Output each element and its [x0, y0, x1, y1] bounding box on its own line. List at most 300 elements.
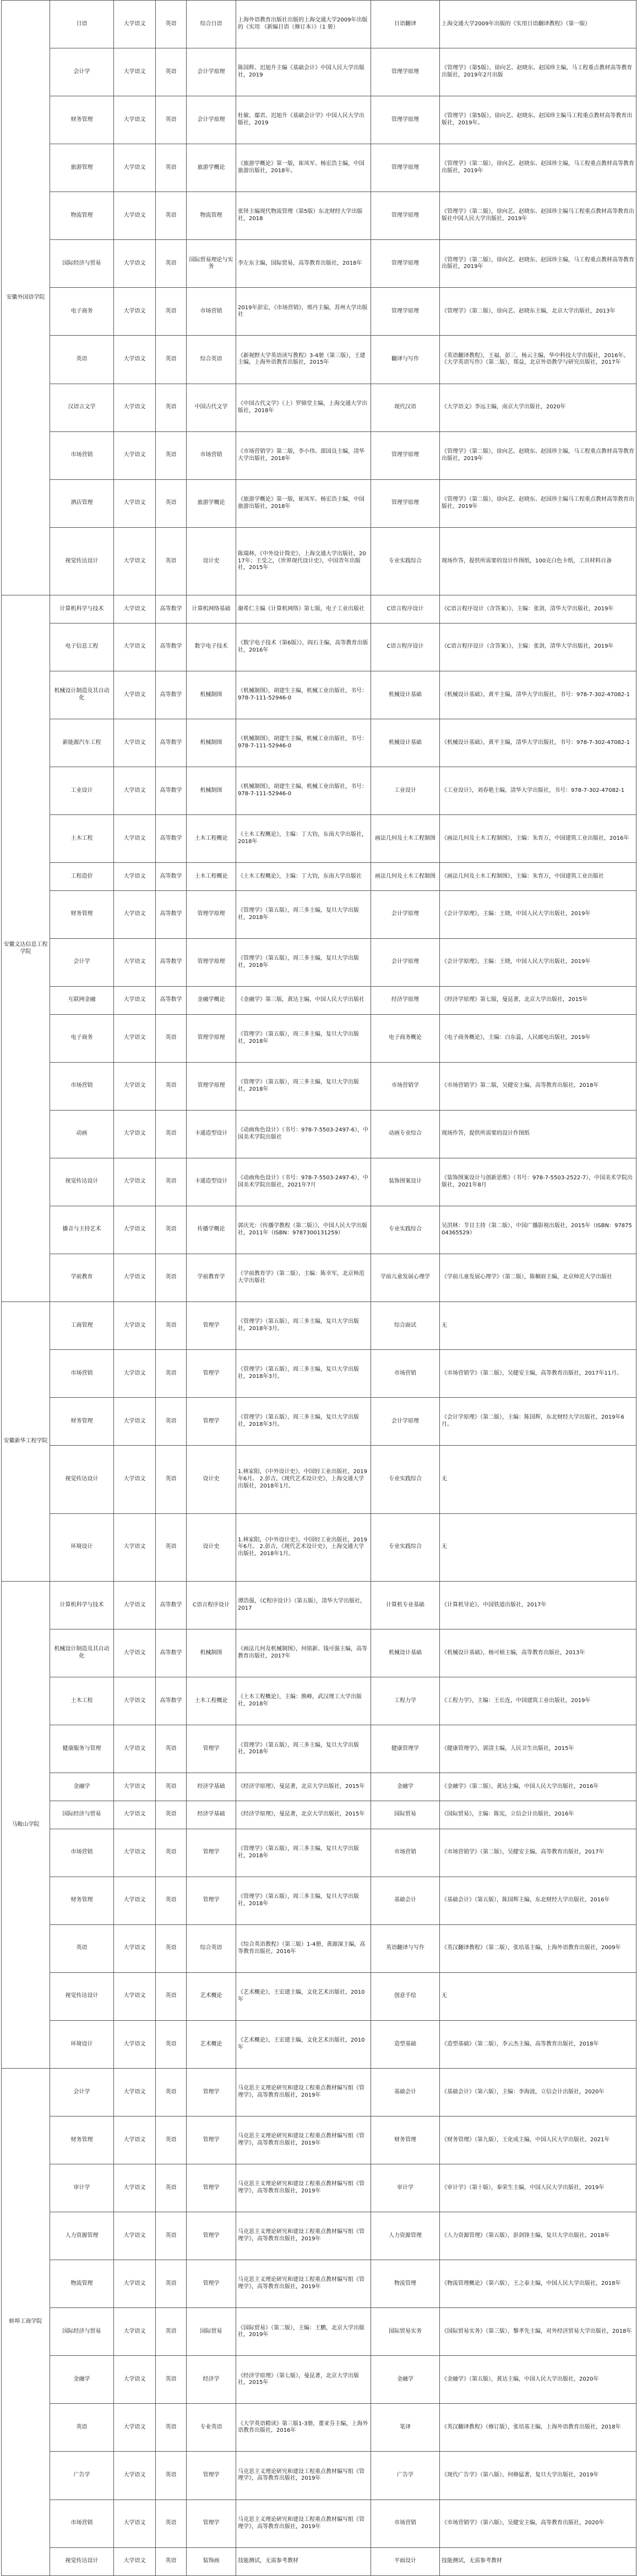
professional-exam-cell: 计算机专业基础 [371, 1582, 440, 1629]
professional-exam-cell: 翻译与写作 [371, 336, 440, 384]
reference-book-cell: 《艺术概论》，王宏建主编，文化艺术出版社，2010年 [236, 1972, 371, 2020]
reference-book-2-cell: 《管理学》（第二版），徐向艺、赵晓东、赵国珍主编，马工程重点教材高等教育出版社，2019年 [440, 144, 636, 192]
reference-book-cell: 杜敏、鄢君、迟旭升《基础会计学》中国人民大学出版社，2019 [236, 96, 371, 144]
table-row [2, 1829, 636, 1877]
exam-subject-2-cell: 英语 [156, 1877, 187, 1924]
professional-subject-cell: 国际贸易 [187, 2308, 236, 2356]
reference-book-2-cell: 《工程力学》，主编：王长连，中国建筑工业出版社，2019年 [440, 1677, 636, 1725]
professional-subject-cell: 管理学 [187, 1398, 236, 1446]
reference-book-2-cell: 吴洪林：节目主持（第二版），中国广播影视出版社，2015年（ISBN：9787504365529） [440, 1206, 636, 1254]
table-row [2, 1158, 636, 1206]
reference-book-cell: 《管理学》（第五版），周三多主编，复旦大学出版社，2018年 [236, 938, 371, 986]
professional-exam-cell: 管理学原理 [371, 240, 440, 288]
professional-exam-cell: 财务管理 [371, 2116, 440, 2164]
major-cell: 学前教育 [50, 1254, 114, 1301]
table-row [2, 2500, 636, 2547]
college-name-cell: 马鞍山学院 [2, 1582, 50, 2069]
professional-exam-cell: 机械设计基础 [371, 719, 440, 767]
exam-subject-1-cell: 大学语文 [114, 671, 156, 719]
reference-book-cell: 谭浩强，《C程序设计》（第五版），清华大学出版社，2017 [236, 1582, 371, 1629]
professional-exam-cell: 国际贸易 [371, 1801, 440, 1829]
major-cell: 金融学 [50, 1773, 114, 1801]
exam-subject-2-cell: 英语 [156, 479, 187, 527]
reference-book-2-cell: 《市场营销学》（第六版），吴健安主编，高等教育出版社，2020年 [440, 2500, 636, 2547]
exam-subject-2-cell: 英语 [156, 527, 187, 595]
reference-book-cell: 张铎主编现代物流管理（第5版）东北财经大学出版社，2018 [236, 192, 371, 240]
exam-subject-1-cell: 大学语文 [114, 1446, 156, 1514]
reference-book-cell: 《管理学》（第五版），周三多主编，复旦大学出版社，2018年 [236, 1014, 371, 1062]
exam-subject-1-cell: 大学语文 [114, 986, 156, 1014]
exam-subject-2-cell: 英语 [156, 1513, 187, 1582]
major-cell: 新能源汽车工程 [50, 719, 114, 767]
reference-book-2-cell: 《英汉翻译教程》（修订版），张培基主编，上海外语教育出版社，2018年 [440, 2404, 636, 2452]
professional-exam-cell: 国际贸易实务 [371, 2308, 440, 2356]
professional-exam-cell: 综合面试 [371, 1301, 440, 1349]
exam-subject-1-cell: 大学语文 [114, 1629, 156, 1677]
exam-subject-table [1, 0, 636, 2576]
exam-subject-1-cell: 大学语文 [114, 1677, 156, 1725]
major-cell: 财务管理 [50, 1398, 114, 1446]
table-row [2, 2020, 636, 2068]
reference-book-cell: 《学前教育学》（第二版），主编：陈幸军，北京师范大学出版社 [236, 1254, 371, 1301]
major-cell: 国际经济与贸易 [50, 1801, 114, 1829]
reference-book-cell: 《土木工程概论》，主编：熊峰，武汉理工大学出版社，2018年 [236, 1677, 371, 1725]
exam-subject-2-cell: 英语 [156, 1110, 187, 1158]
exam-subject-1-cell: 大学语文 [114, 719, 156, 767]
reference-book-cell: 李左东主编，国际贸易，高等教育出版社，2018年 [236, 240, 371, 288]
professional-subject-cell: 装饰画 [187, 2547, 236, 2575]
major-cell: 国际经济与贸易 [50, 2308, 114, 2356]
table-row [2, 527, 636, 595]
table-row [2, 1014, 636, 1062]
exam-subject-1-cell: 大学语文 [114, 1014, 156, 1062]
reference-book-2-cell: 《人力资源管理》（第五版），彭剑锋主编，复旦大学出版社，2018年 [440, 2212, 636, 2260]
table-row [2, 240, 636, 288]
reference-book-cell: 《管理学》（第五版），周三多主编，复旦大学出版社，2018年 [236, 1829, 371, 1877]
table-row [2, 1206, 636, 1254]
professional-exam-cell: 专业实践综合 [371, 527, 440, 595]
professional-subject-cell: 管理学 [187, 1725, 236, 1773]
major-cell: 酒店管理 [50, 479, 114, 527]
reference-book-2-cell: 无 [440, 1446, 636, 1514]
professional-subject-cell: 数字电子技术 [187, 623, 236, 671]
professional-subject-cell: 市场营销 [187, 431, 236, 479]
table-row [2, 1446, 636, 1514]
professional-exam-cell: 经济学原理 [371, 986, 440, 1014]
exam-subject-2-cell: 英语 [156, 1301, 187, 1349]
reference-book-cell: 《国际贸易》（第二版），主编：王鹏，北京大学出版社，2019年 [236, 2308, 371, 2356]
professional-exam-cell: 专业实践综合 [371, 1446, 440, 1514]
exam-subject-1-cell: 大学语文 [114, 2308, 156, 2356]
reference-book-2-cell: 《国际贸易》，主编：陈宪，立信会计出版社，2016年 [440, 1801, 636, 1829]
professional-subject-cell: 卡通造型设计 [187, 1158, 236, 1206]
exam-subject-2-cell: 英语 [156, 1398, 187, 1446]
professional-exam-cell: 笔译 [371, 2404, 440, 2452]
table-row [2, 1924, 636, 1972]
professional-exam-cell: 工业设计 [371, 767, 440, 815]
table-row [2, 1398, 636, 1446]
professional-exam-cell: 机械设计基础 [371, 1629, 440, 1677]
exam-subject-1-cell: 大学语文 [114, 1924, 156, 1972]
exam-subject-1-cell: 大学语文 [114, 623, 156, 671]
table-row [2, 1972, 636, 2020]
reference-book-cell: 《管理学》（第五版），周三多主编，复旦大学出版社，2018年3月。 [236, 1398, 371, 1446]
professional-exam-cell: 金融学 [371, 2356, 440, 2404]
professional-subject-cell: 综合日语 [187, 1, 236, 48]
professional-exam-cell: 市场营销学 [371, 1062, 440, 1110]
exam-subject-1-cell: 大学语文 [114, 1398, 156, 1446]
professional-subject-cell: 管理学 [187, 2452, 236, 2500]
exam-subject-1-cell: 大学语文 [114, 1, 156, 48]
reference-book-2-cell: 《基础会计》（第五版），陈国辉主编，东北财经大学出版社，2016年 [440, 1877, 636, 1924]
reference-book-cell: 马克思主义理论研究和建设工程重点教材编写组《管理学》，高等教育出版社，2019年 [236, 2164, 371, 2212]
professional-subject-cell: 机械制图 [187, 1629, 236, 1677]
major-cell: 工商管理 [50, 1301, 114, 1349]
exam-subject-2-cell: 英语 [156, 1349, 187, 1397]
exam-subject-2-cell: 高等数学 [156, 595, 187, 624]
professional-subject-cell: 旅游学概论 [187, 144, 236, 192]
reference-book-2-cell: 《机械设计基础》，黄平主编，清华大学出版社，书号：978-7-302-47082-1 [440, 671, 636, 719]
reference-book-cell: 《管理学》（第五版），周三多主编，复旦大学出版社，2018年 [236, 1062, 371, 1110]
professional-subject-cell: 管理学 [187, 2164, 236, 2212]
major-cell: 视觉传达设计 [50, 1972, 114, 2020]
reference-book-2-cell: 《现代广告学》（第八版），何修猛著，复旦大学出版社，2019年 [440, 2452, 636, 2500]
reference-book-cell: 2019年彭宏，《市场营销》，邢丹主编，苏州大学出版社 [236, 288, 371, 336]
exam-subject-2-cell: 英语 [156, 2164, 187, 2212]
table-row [2, 1877, 636, 1924]
major-cell: 日语 [50, 1, 114, 48]
professional-exam-cell: 平面设计 [371, 2547, 440, 2575]
table-row [2, 1801, 636, 1829]
major-cell: 旅游管理 [50, 144, 114, 192]
exam-subject-2-cell: 高等数学 [156, 1629, 187, 1677]
table-row [2, 96, 636, 144]
major-cell: 英语 [50, 2404, 114, 2452]
exam-subject-1-cell: 大学语文 [114, 1582, 156, 1629]
professional-exam-cell: 会计学原理 [371, 938, 440, 986]
exam-subject-2-cell: 英语 [156, 1725, 187, 1773]
major-cell: 机械设计制造及其自动化 [50, 1629, 114, 1677]
professional-exam-cell: 物流管理 [371, 2260, 440, 2308]
exam-subject-2-cell: 高等数学 [156, 671, 187, 719]
professional-subject-cell: 机械制图 [187, 671, 236, 719]
exam-subject-1-cell: 大学语文 [114, 595, 156, 624]
table-row [2, 2452, 636, 2500]
reference-book-2-cell: 《管理学》（第二版），徐向艺、赵晓东、赵国珍主编马工程重点教材高等教育出版社，2019年 [440, 479, 636, 527]
exam-subject-1-cell: 大学语文 [114, 1801, 156, 1829]
exam-subject-2-cell: 英语 [156, 1829, 187, 1877]
reference-book-cell: 《数字电子技术（第6版）》，阎石主编，高等教育出版社，2016年 [236, 623, 371, 671]
exam-subject-1-cell: 大学语文 [114, 938, 156, 986]
exam-subject-2-cell: 英语 [156, 2500, 187, 2547]
exam-subject-1-cell: 大学语文 [114, 2164, 156, 2212]
exam-subject-2-cell: 英语 [156, 336, 187, 384]
exam-subject-2-cell: 英语 [156, 1773, 187, 1801]
professional-subject-cell: 管理学 [187, 1301, 236, 1349]
table-row [2, 192, 636, 240]
reference-book-2-cell: 《管理学》（第二版），徐向艺、赵晓东、赵国珍主编马工程重点教材高等教育出版社中国人民大学出版社，2019年 [440, 192, 636, 240]
exam-subject-2-cell: 高等数学 [156, 623, 187, 671]
reference-book-2-cell: 《会计学原理》（第二版），主编：陈国辉，东北财经大学出版社，2019年6月。 [440, 1398, 636, 1446]
reference-book-cell: 技能测试，无需参考教材 [236, 2547, 371, 2575]
table-row [2, 1301, 636, 1349]
table-row [2, 863, 636, 891]
professional-subject-cell: 管理学 [187, 2068, 236, 2116]
professional-exam-cell: 会计学原理 [371, 890, 440, 938]
exam-subject-1-cell: 大学语文 [114, 2356, 156, 2404]
professional-exam-cell: C语言程序设计 [371, 623, 440, 671]
exam-subject-1-cell: 大学语文 [114, 1829, 156, 1877]
professional-subject-cell: 设计史 [187, 1446, 236, 1514]
major-cell: 金融学 [50, 2356, 114, 2404]
major-cell: 视觉传达设计 [50, 527, 114, 595]
exam-subject-2-cell: 英语 [156, 2547, 187, 2575]
exam-subject-1-cell: 大学语文 [114, 2212, 156, 2260]
reference-book-cell: 马克思主义理论研究和建设工程重点教材编写组《管理学》，高等教育出版社，2019年 [236, 2068, 371, 2116]
reference-book-cell: 《管理学》（第五版），周三多主编，复旦大学出版社，2018年 [236, 1877, 371, 1924]
exam-subject-1-cell: 大学语文 [114, 2116, 156, 2164]
reference-book-2-cell: 《会计学原理》，主编：王晓，中国人民大学出版社，2019年 [440, 890, 636, 938]
reference-book-cell: 《机械制图》，胡建生主编，机械工业出版社，书号：978-7-111-52946-0 [236, 719, 371, 767]
professional-exam-cell: 广告学 [371, 2452, 440, 2500]
reference-book-cell: 《大学英语精读》第三版1-3册，董亚芬主编，上海外语教育出版社，2016年 [236, 2404, 371, 2452]
reference-book-cell: 郭庆光：《传播学教程（第二版）》，中国人民大学出版社，2011年（ISBN：9787300131259） [236, 1206, 371, 1254]
exam-subject-2-cell: 英语 [156, 1014, 187, 1062]
professional-subject-cell: C语言程序设计 [187, 1582, 236, 1629]
exam-subject-1-cell: 大学语文 [114, 144, 156, 192]
major-cell: 会计学 [50, 48, 114, 96]
professional-subject-cell: 综合英语 [187, 336, 236, 384]
exam-subject-1-cell: 大学语文 [114, 384, 156, 431]
major-cell: 健康服务与管理 [50, 1725, 114, 1773]
table-row [2, 2547, 636, 2575]
major-cell: 计算机科学与技术 [50, 595, 114, 624]
reference-book-cell: 马克思主义理论研究和建设工程重点教材编写组《管理学》，高等教育出版社，2019年 [236, 2260, 371, 2308]
professional-exam-cell: 动画专业综合 [371, 1110, 440, 1158]
reference-book-cell: 《中国古代文学》（上）罗锦堂主编，上海交通大学出版社，2018年 [236, 384, 371, 431]
table-body [2, 1, 636, 2576]
exam-subject-2-cell: 英语 [156, 192, 187, 240]
professional-subject-cell: 经济学基础 [187, 1773, 236, 1801]
reference-book-2-cell: 《会计学原理》，主编：王晓，中国人民大学出版社，2019年 [440, 938, 636, 986]
reference-book-cell: 马克思主义理论研究和建设工程重点教材编写组《管理学》，高等教育出版社，2019年 [236, 2452, 371, 2500]
exam-subject-2-cell: 高等数学 [156, 863, 187, 891]
reference-book-2-cell: 《画法几何及土木工程制图》，主编：朱育万，中国建筑工业出版社 [440, 863, 636, 891]
professional-exam-cell: 学前儿童发展心理学 [371, 1254, 440, 1301]
professional-subject-cell: 专业英语 [187, 2404, 236, 2452]
professional-subject-cell: 土木工程概论 [187, 815, 236, 863]
professional-subject-cell: 经济学 [187, 2356, 236, 2404]
exam-subject-1-cell: 大学语文 [114, 767, 156, 815]
exam-subject-2-cell: 英语 [156, 1158, 187, 1206]
exam-subject-1-cell: 大学语文 [114, 1158, 156, 1206]
exam-subject-1-cell: 大学语文 [114, 890, 156, 938]
major-cell: 市场营销 [50, 1349, 114, 1397]
major-cell: 电子商务 [50, 1014, 114, 1062]
professional-subject-cell: 管理学原理 [187, 1014, 236, 1062]
reference-book-cell: 陈瑞林，《中外设计简史》，上海交通大学出版社，2017年；王受之，《世界现代设计史》，中国青年出版社，2015年 [236, 527, 371, 595]
professional-exam-cell: 装饰图案设计 [371, 1158, 440, 1206]
exam-subject-2-cell: 英语 [156, 1, 187, 48]
professional-subject-cell: 学前教育学 [187, 1254, 236, 1301]
table-row [2, 1773, 636, 1801]
major-cell: 财务管理 [50, 2116, 114, 2164]
reference-book-cell: 谢希仁主编《计算机网络》第七版，电子工业出版社 [236, 595, 371, 624]
major-cell: 视觉传达设计 [50, 2547, 114, 2575]
major-cell: 动画 [50, 1110, 114, 1158]
professional-exam-cell: 管理学原理 [371, 48, 440, 96]
professional-exam-cell: 会计学原理 [371, 1398, 440, 1446]
reference-book-2-cell: 《装饰图案设计与创新思维》（书号：978-7-5503-2522-7），中国美术学院出版社，2021年8月 [440, 1158, 636, 1206]
professional-subject-cell: 会计学原理 [187, 48, 236, 96]
professional-subject-cell: 金融学概论 [187, 986, 236, 1014]
major-cell: 人力资源管理 [50, 2212, 114, 2260]
reference-book-2-cell: 上海交通大学2009年出版的《实用日语翻译教程》（第一版） [440, 1, 636, 48]
reference-book-cell: 《旅游学概论》第一版，崔凤军、杨宏浩主编，中国旅游出版社，2018年。 [236, 144, 371, 192]
table-row [2, 1677, 636, 1725]
professional-subject-cell: 管理学 [187, 1877, 236, 1924]
reference-book-2-cell: 《学前儿童发展心理学》（第二版），陈帼眉主编，北京师范大学出版社 [440, 1254, 636, 1301]
professional-subject-cell: 艺术概论 [187, 2020, 236, 2068]
exam-subject-2-cell: 高等数学 [156, 767, 187, 815]
major-cell: 物流管理 [50, 2260, 114, 2308]
table-row [2, 890, 636, 938]
reference-book-2-cell: 《市场营销学》（第二版），吴健安主编，高等教育出版社，2017年11月。 [440, 1349, 636, 1397]
major-cell: 会计学 [50, 938, 114, 986]
reference-book-2-cell: 《金融学》（第五版），黄达主编，中国人民大学出版社，2020年 [440, 2356, 636, 2404]
exam-subject-2-cell: 英语 [156, 2356, 187, 2404]
reference-book-cell: 《经济学原理》，曼昆著，北京大学出版社，2015年 [236, 1801, 371, 1829]
major-cell: 环境设计 [50, 1513, 114, 1582]
reference-book-cell: 马克思主义理论研究和建设工程重点教材编写组《管理学》，高等教育出版社，2019年 [236, 2212, 371, 2260]
professional-subject-cell: 会计学原理 [187, 96, 236, 144]
professional-subject-cell: 卡通造型设计 [187, 1110, 236, 1158]
exam-subject-2-cell: 英语 [156, 2404, 187, 2452]
table-row [2, 1513, 636, 1582]
reference-book-2-cell: 《工业设计》，刘春艳主编，清华大学出版社，书号：978-7-302-47082-1 [440, 767, 636, 815]
exam-subject-2-cell: 英语 [156, 1801, 187, 1829]
reference-book-cell: 《经济学原理》（第七版），曼昆著，北京大学出版社，2015年 [236, 2356, 371, 2404]
table-row [2, 144, 636, 192]
professional-exam-cell: 健康管理学 [371, 1725, 440, 1773]
professional-subject-cell: 国际贸易理论与实务 [187, 240, 236, 288]
exam-subject-1-cell: 大学语文 [114, 1725, 156, 1773]
professional-exam-cell: 创意手绘 [371, 1972, 440, 2020]
reference-book-cell: 1.林家阳，《中外设计史》，中国轻工业出版社，2019年6月。 2.彭吉，《现代艺术设计史》，上海交通大学出版社，2018年1月。 [236, 1446, 371, 1514]
major-cell: 市场营销 [50, 1062, 114, 1110]
college-name-cell: 安徽文达信息工程学院 [2, 595, 50, 1302]
reference-book-2-cell: 无 [440, 1513, 636, 1582]
exam-subject-2-cell: 高等数学 [156, 1582, 187, 1629]
exam-subject-2-cell: 英语 [156, 384, 187, 431]
reference-book-2-cell: 《画法几何及土木工程制图》，主编：朱育万，中国建筑工业出版社，2016年 [440, 815, 636, 863]
reference-book-cell: 《综合英语教程》（第三版）1-4册，黄源深主编，高等教育出版社，2016年 [236, 1924, 371, 1972]
major-cell: 土木工程 [50, 815, 114, 863]
reference-book-cell: 《土木工程概论》，主编：丁大钧，东南大学出版社，2018年 [236, 815, 371, 863]
major-cell: 物流管理 [50, 192, 114, 240]
professional-exam-cell: 管理学原理 [371, 192, 440, 240]
exam-subject-2-cell: 高等数学 [156, 938, 187, 986]
exam-subject-1-cell: 大学语文 [114, 336, 156, 384]
reference-book-2-cell: 技能测试，无需参考教材 [440, 2547, 636, 2575]
professional-subject-cell: 机械制图 [187, 767, 236, 815]
exam-subject-1-cell: 大学语文 [114, 48, 156, 96]
professional-exam-cell: 专业实践综合 [371, 1206, 440, 1254]
reference-book-2-cell: 《管理学》（第二版），徐向艺、赵晓东、赵国珍主编，马工程重点教材高等教育出版社，2019年 [440, 431, 636, 479]
table-row [2, 48, 636, 96]
exam-subject-2-cell: 英语 [156, 2260, 187, 2308]
major-cell: 互联网金融 [50, 986, 114, 1014]
exam-subject-2-cell: 高等数学 [156, 890, 187, 938]
exam-subject-1-cell: 大学语文 [114, 1206, 156, 1254]
professional-subject-cell: 管理学 [187, 2212, 236, 2260]
major-cell: 土木工程 [50, 1677, 114, 1725]
exam-subject-1-cell: 大学语文 [114, 1062, 156, 1110]
reference-book-cell: 《经济学原理》，曼昆著，北京大学出版社，2015年 [236, 1773, 371, 1801]
reference-book-2-cell: 《物流管理概论》（第六版），王之泰主编，中国人民大学出版社，2018年 [440, 2260, 636, 2308]
professional-exam-cell: 市场营销 [371, 1829, 440, 1877]
exam-subject-1-cell: 大学语文 [114, 1972, 156, 2020]
table-row [2, 384, 636, 431]
exam-subject-2-cell: 英语 [156, 2020, 187, 2068]
professional-subject-cell: 市场营销 [187, 288, 236, 336]
exam-subject-2-cell: 英语 [156, 2308, 187, 2356]
exam-subject-1-cell: 大学语文 [114, 2020, 156, 2068]
professional-subject-cell: 管理学 [187, 2260, 236, 2308]
reference-book-2-cell: 《财务管理》（第九版），王化成主编，中国人民大学出版社，2021年 [440, 2116, 636, 2164]
exam-subject-2-cell: 英语 [156, 2452, 187, 2500]
major-cell: 广告学 [50, 2452, 114, 2500]
exam-subject-2-cell: 英语 [156, 2116, 187, 2164]
reference-book-cell: 《管理学》（第五版），周三多主编，复旦大学出版社，2018年 [236, 890, 371, 938]
reference-book-2-cell: 《管理学》（第二版），徐向艺、赵晓东主编，北京大学出版社，2013年 [440, 288, 636, 336]
college-name-cell: 安徽新华工程学院 [2, 1301, 50, 1581]
table-row [2, 767, 636, 815]
table-row [2, 2356, 636, 2404]
reference-book-cell: 马克思主义理论研究和建设工程重点教材编写组《管理学》，高等教育出版社，2019年 [236, 2116, 371, 2164]
table-row [2, 815, 636, 863]
exam-subject-1-cell: 大学语文 [114, 1110, 156, 1158]
professional-subject-cell: 设计史 [187, 527, 236, 595]
reference-book-cell: 《管理学》（第五版），周三多主编，复旦大学出版社，2018年 [236, 1725, 371, 1773]
exam-subject-1-cell: 大学语文 [114, 1349, 156, 1397]
reference-book-cell: 《管理学》（第五版），周三多主编，复旦大学出版社，2018年3月。 [236, 1349, 371, 1397]
professional-exam-cell: 市场营销 [371, 1349, 440, 1397]
major-cell: 英语 [50, 336, 114, 384]
table-row [2, 1582, 636, 1629]
exam-subject-1-cell: 大学语文 [114, 1513, 156, 1582]
reference-book-2-cell: 《管理学》（第5版），徐向艺、赵晓东、赵国珍主编马工程重点教材高等教育出版社，2019年。 [440, 96, 636, 144]
table-row [2, 1110, 636, 1158]
reference-book-2-cell: 现场作答，提供所需要的设计作图纸，100克白色卡纸，工具材料自备 [440, 527, 636, 595]
table-row [2, 2212, 636, 2260]
reference-book-cell: 陈国辉、迟旭升主编《基础会计》中国人民大学出版社，2019 [236, 48, 371, 96]
exam-subject-1-cell: 大学语文 [114, 96, 156, 144]
major-cell: 财务管理 [50, 96, 114, 144]
professional-subject-cell: 物流管理 [187, 192, 236, 240]
reference-book-2-cell: 《英汉翻译教程》（第二版），张培基主编，上海外语教育出版社，2009年 [440, 1924, 636, 1972]
professional-subject-cell: 管理学 [187, 1349, 236, 1397]
professional-exam-cell: 基础会计 [371, 1877, 440, 1924]
reference-book-cell: 《机械制图》，胡建生主编，机械工业出版社，书号：978-7-111-52946-0 [236, 767, 371, 815]
exam-subject-2-cell: 英语 [156, 96, 187, 144]
table-row [2, 288, 636, 336]
exam-subject-2-cell: 英语 [156, 431, 187, 479]
exam-subject-1-cell: 大学语文 [114, 1301, 156, 1349]
professional-exam-cell: 电子商务概论 [371, 1014, 440, 1062]
reference-book-cell: 《土木工程概论》，主编：丁大钧，东南大学出版社 [236, 863, 371, 891]
table-row [2, 1349, 636, 1397]
